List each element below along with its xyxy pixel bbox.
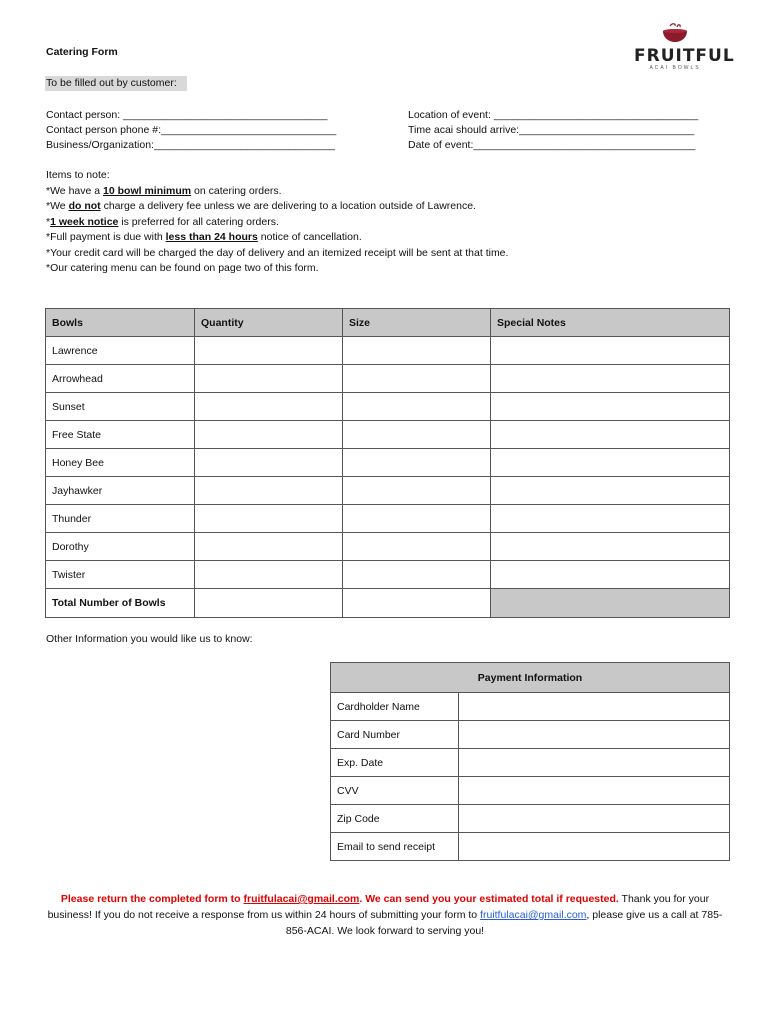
bowl-name-lawrence: Lawrence (46, 337, 195, 365)
payment-table (330, 662, 730, 861)
note-menu: *Our catering menu can be found on page two of this form. (46, 262, 319, 274)
total-notes-cell (491, 589, 730, 618)
table-row (46, 477, 730, 505)
payment-input-email-to-send-receipt[interactable] (459, 833, 730, 861)
quantity-cell-free-state[interactable] (195, 421, 343, 449)
quantity-cell-lawrence[interactable] (195, 337, 343, 365)
size-cell-sunset[interactable] (343, 393, 491, 421)
quantity-cell-jayhawker[interactable] (195, 477, 343, 505)
note-delivery: *We do not charge a delivery fee unless we are delivering to a location outside of Lawrence. (46, 200, 476, 212)
payment-input-exp-date[interactable] (459, 749, 730, 777)
notes-cell-dorothy[interactable] (491, 533, 730, 561)
payment-header-label: Payment Information (331, 663, 730, 693)
bowl-name-twister: Twister (46, 561, 195, 589)
note-charge: *Your credit card will be charged the day of delivery and an itemized receipt will be sent at that time. (46, 246, 509, 259)
footer-email-link-1[interactable]: fruitfulacai@gmail.com (243, 893, 360, 905)
bowl-name-free-state: Free State (46, 421, 195, 449)
bowls-table (45, 308, 730, 618)
table-row (46, 561, 730, 589)
footer-message (40, 891, 730, 939)
notes-cell-lawrence[interactable] (491, 337, 730, 365)
total-label: Total Number of Bowls (46, 589, 195, 618)
location-field[interactable]: Location of event: ___________________________________ (408, 109, 699, 121)
acai-bowl-icon (660, 22, 690, 44)
table-row (331, 721, 730, 749)
payment-label-email-to-send-receipt: Email to send receipt (331, 833, 459, 861)
size-cell-free-state[interactable] (343, 421, 491, 449)
notes-heading: Items to note: (46, 169, 110, 181)
contact-person-field[interactable]: Contact person: ___________________________________ (46, 109, 328, 121)
quantity-cell-sunset[interactable] (195, 393, 343, 421)
table-row (46, 505, 730, 533)
notes-cell-free-state[interactable] (491, 421, 730, 449)
quantity-cell-honey-bee[interactable] (195, 449, 343, 477)
header-bowls: Bowls (46, 309, 195, 337)
header-size: Size (343, 309, 491, 337)
payment-input-cvv[interactable] (459, 777, 730, 805)
table-row (46, 393, 730, 421)
payment-label-zip-code: Zip Code (331, 805, 459, 833)
bowls-table-header (46, 309, 730, 337)
table-row (331, 805, 730, 833)
bowl-name-thunder: Thunder (46, 505, 195, 533)
logo-tagline: ACAI BOWLS (649, 65, 701, 71)
bowl-name-honey-bee: Honey Bee (46, 449, 195, 477)
notes-cell-twister[interactable] (491, 561, 730, 589)
note-payment: *Full payment is due with less than 24 hours notice of cancellation. (46, 231, 362, 243)
bowl-name-arrowhead: Arrowhead (46, 365, 195, 393)
footer-red-text: Please return the completed form to fruitfulacai@gmail.com. We can send you your estimated total if requested. (60, 893, 619, 905)
size-cell-arrowhead[interactable] (343, 365, 491, 393)
table-row (46, 337, 730, 365)
logo-wordmark: FRUITFUL (634, 46, 735, 66)
footer-email-link-2[interactable]: fruitfulacai@gmail.com (480, 909, 587, 921)
notes-section (46, 168, 508, 277)
notes-cell-honey-bee[interactable] (491, 449, 730, 477)
business-field[interactable]: Business/Organization:_______________________________ (46, 139, 336, 151)
note-minimum: *We have a 10 bowl minimum on catering orders. (46, 184, 282, 197)
size-cell-honey-bee[interactable] (343, 449, 491, 477)
table-row (46, 421, 730, 449)
size-cell-thunder[interactable] (343, 505, 491, 533)
table-row (331, 833, 730, 861)
total-quantity-cell[interactable] (195, 589, 343, 618)
table-row (331, 777, 730, 805)
contact-phone-field[interactable]: Contact person phone #:______________________________ (46, 124, 337, 136)
size-cell-lawrence[interactable] (343, 337, 491, 365)
logo (634, 22, 735, 71)
size-cell-twister[interactable] (343, 561, 491, 589)
size-cell-jayhawker[interactable] (343, 477, 491, 505)
event-date-field[interactable]: Date of event:______________________________________ (408, 139, 696, 151)
contact-fields-right (408, 108, 698, 153)
bowl-name-dorothy: Dorothy (46, 533, 195, 561)
quantity-cell-dorothy[interactable] (195, 533, 343, 561)
payment-header (331, 663, 730, 693)
table-row (46, 533, 730, 561)
table-row (331, 749, 730, 777)
footer-text-2: , please give us a call at 785-856-ACAI. We look forward to serving you! (285, 909, 723, 937)
bowl-name-sunset: Sunset (46, 393, 195, 421)
payment-label-exp-date: Exp. Date (331, 749, 459, 777)
header-quantity: Quantity (195, 309, 343, 337)
payment-label-card-number: Card Number (331, 721, 459, 749)
header-special-notes: Special Notes (491, 309, 730, 337)
payment-input-cardholder-name[interactable] (459, 693, 730, 721)
form-title: Catering Form (46, 46, 118, 58)
payment-label-cardholder-name: Cardholder Name (331, 693, 459, 721)
notes-cell-thunder[interactable] (491, 505, 730, 533)
payment-input-card-number[interactable] (459, 721, 730, 749)
table-row (331, 693, 730, 721)
note-notice: *1 week notice is preferred for all catering orders. (46, 215, 279, 228)
footer-text-1: Thank you for your business! If you do not receive a response from us within 24 hours of submitting your form to (47, 893, 710, 921)
contact-fields-left (46, 108, 336, 153)
notes-cell-arrowhead[interactable] (491, 365, 730, 393)
quantity-cell-arrowhead[interactable] (195, 365, 343, 393)
form-subtitle: To be filled out by customer: (45, 76, 187, 91)
payment-label-cvv: CVV (331, 777, 459, 805)
total-row (46, 589, 730, 618)
quantity-cell-thunder[interactable] (195, 505, 343, 533)
notes-cell-jayhawker[interactable] (491, 477, 730, 505)
quantity-cell-twister[interactable] (195, 561, 343, 589)
notes-cell-sunset[interactable] (491, 393, 730, 421)
payment-input-zip-code[interactable] (459, 805, 730, 833)
other-info-label: Other Information you would like us to know: (46, 633, 253, 645)
table-row (46, 449, 730, 477)
total-size-cell[interactable] (343, 589, 491, 618)
arrival-time-field[interactable]: Time acai should arrive:______________________________ (408, 124, 695, 136)
size-cell-dorothy[interactable] (343, 533, 491, 561)
bowl-name-jayhawker: Jayhawker (46, 477, 195, 505)
table-row (46, 365, 730, 393)
